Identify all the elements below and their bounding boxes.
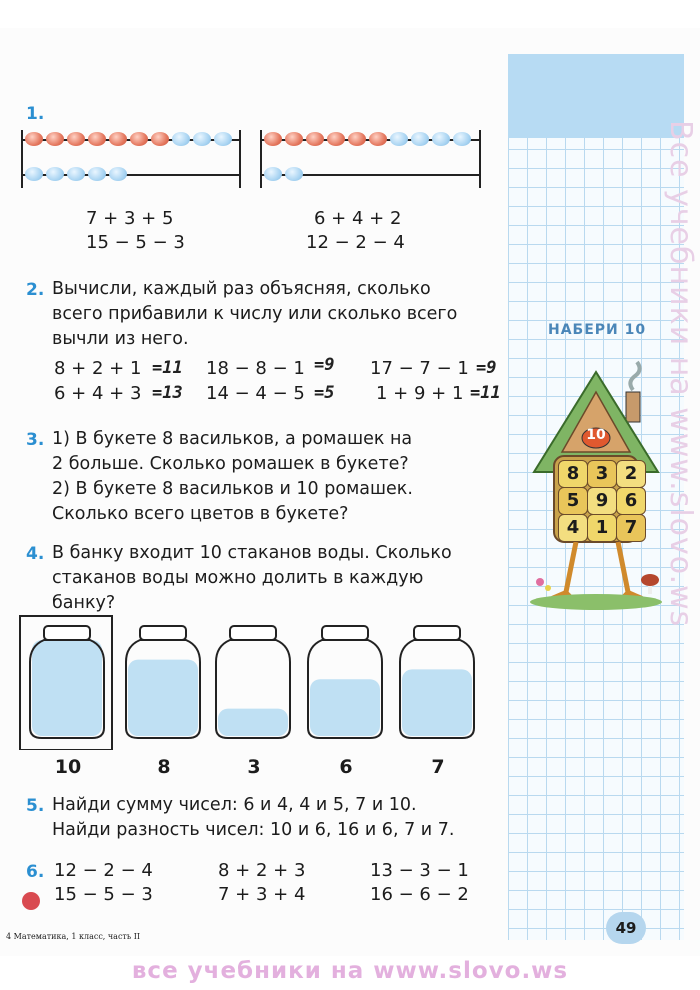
task1-right-expr-2: 12 − 2 − 4 bbox=[306, 232, 405, 253]
task2-expr-1: 8 + 2 + 1 bbox=[54, 358, 142, 379]
grass bbox=[530, 594, 662, 610]
task3-line-4: Сколько всего цветов в букете? bbox=[52, 504, 349, 524]
grid-cell: 3 bbox=[587, 460, 617, 488]
task2-line-2: всего прибавили к числу или сколько всего bbox=[52, 304, 458, 324]
page-number: 49 bbox=[606, 912, 646, 944]
jar-label-2: 8 bbox=[157, 756, 171, 778]
task2-line-1: Вычисли, каждый раз объясняя, сколько bbox=[52, 279, 431, 299]
grid-cell: 4 bbox=[558, 514, 588, 542]
abacus-bead bbox=[130, 132, 148, 146]
task2-number: 2. bbox=[26, 280, 45, 300]
task1-number: 1. bbox=[26, 104, 45, 124]
jar-3 bbox=[216, 626, 290, 738]
abacus-bead bbox=[88, 132, 106, 146]
task5-line-2: Найди разность чисел: 10 и 6, 16 и 6, 7 и 7. bbox=[52, 820, 455, 840]
abacus-bead bbox=[25, 167, 43, 181]
jar-label-4: 6 bbox=[339, 756, 353, 778]
task4-line-2: стаканов воды можно долить в каждую bbox=[52, 568, 424, 588]
jar-4 bbox=[308, 626, 382, 738]
task6-number: 6. bbox=[26, 862, 45, 882]
task2-expr-2: 18 − 8 − 1 bbox=[206, 358, 305, 379]
abacus-bead bbox=[264, 132, 282, 146]
task6-col3-expr-2: 16 − 6 − 2 bbox=[370, 884, 469, 905]
abacus-bead bbox=[306, 132, 324, 146]
abacus-bead bbox=[193, 132, 211, 146]
jars-illustration bbox=[0, 610, 500, 750]
task1-right-expr-1: 6 + 4 + 2 bbox=[314, 208, 402, 229]
task3-number: 3. bbox=[26, 430, 45, 450]
jar-label-5: 7 bbox=[431, 756, 445, 778]
task2-answer-6: =11 bbox=[470, 383, 501, 403]
task2-answer-4: =13 bbox=[152, 383, 183, 403]
grid-cell: 5 bbox=[558, 487, 588, 515]
task2-answer-3: =9 bbox=[476, 358, 497, 378]
abacus-bead bbox=[109, 167, 127, 181]
jar-5 bbox=[400, 626, 474, 738]
abacus-bead bbox=[264, 167, 282, 181]
task6-col2-expr-1: 8 + 2 + 3 bbox=[218, 860, 306, 881]
red-dot-marker bbox=[22, 892, 40, 910]
jar-neck bbox=[414, 626, 460, 640]
jar-water bbox=[310, 679, 380, 736]
task6-col2-expr-2: 7 + 3 + 4 bbox=[218, 884, 306, 905]
task3-line-3: 2) В букете 8 васильков и 10 ромашек. bbox=[52, 479, 413, 499]
task5-number: 5. bbox=[26, 796, 45, 816]
task4-line-1: В банку входит 10 стаканов воды. Сколько bbox=[52, 543, 452, 563]
jar-neck bbox=[44, 626, 90, 640]
abacus-bead bbox=[214, 132, 232, 146]
task6-col1-expr-2: 15 − 5 − 3 bbox=[54, 884, 153, 905]
jar-water bbox=[128, 660, 198, 736]
leg-left bbox=[566, 542, 576, 592]
task1-left-expr-1: 7 + 3 + 5 bbox=[86, 208, 174, 229]
task2-answer-1: =11 bbox=[152, 358, 183, 378]
bottom-watermark: все учебники на www.slovo.ws bbox=[131, 958, 569, 984]
grid-cell: 7 bbox=[616, 514, 646, 542]
mushroom-cap bbox=[641, 574, 659, 586]
abacus-bead bbox=[369, 132, 387, 146]
grid-cell: 6 bbox=[616, 487, 646, 515]
jar-label-1: 10 bbox=[54, 756, 82, 778]
abacus-bead bbox=[390, 132, 408, 146]
task2-answer-5: =5 bbox=[314, 383, 335, 403]
abacus-bead bbox=[327, 132, 345, 146]
task2-expr-5: 14 − 4 − 5 bbox=[206, 383, 305, 404]
task5-line-1: Найди сумму чисел: 6 и 4, 4 и 5, 7 и 10. bbox=[52, 795, 417, 815]
leg-right bbox=[618, 542, 628, 592]
abacus-bead bbox=[46, 167, 64, 181]
abacus-bead bbox=[432, 132, 450, 146]
jar-2 bbox=[126, 626, 200, 738]
grid-cell: 1 bbox=[587, 514, 617, 542]
jar-1 bbox=[30, 626, 104, 738]
flower-1 bbox=[536, 578, 544, 586]
abacus-bead bbox=[88, 167, 106, 181]
grid-cell: 2 bbox=[616, 460, 646, 488]
abacus-bead bbox=[67, 132, 85, 146]
task6-col3-expr-1: 13 − 3 − 1 bbox=[370, 860, 469, 881]
jar-neck bbox=[230, 626, 276, 640]
jar-neck bbox=[322, 626, 368, 640]
jar-water bbox=[402, 669, 472, 736]
grid-cell: 9 bbox=[587, 487, 617, 515]
task1-left-expr-2: 15 − 5 − 3 bbox=[86, 232, 185, 253]
jar-water bbox=[32, 640, 102, 736]
abacus-bead bbox=[25, 132, 43, 146]
task3-line-1: 1) В букете 8 васильков, а ромашек на bbox=[52, 429, 413, 449]
smoke bbox=[630, 362, 639, 390]
sidebar-title: НАБЕРИ 10 bbox=[548, 322, 647, 338]
flower-2 bbox=[545, 585, 551, 591]
task2-expr-4: 6 + 4 + 3 bbox=[54, 383, 142, 404]
task2-expr-3: 17 − 7 − 1 bbox=[370, 358, 469, 379]
vertical-watermark: Все учебники на www.slovo.ws bbox=[663, 120, 698, 628]
abacus-bead bbox=[67, 167, 85, 181]
abacus-bead bbox=[172, 132, 190, 146]
jar-label-3: 3 bbox=[247, 756, 261, 778]
abacus-bead bbox=[453, 132, 471, 146]
task2-answer-2: =9 bbox=[314, 355, 335, 375]
task4-number: 4. bbox=[26, 544, 45, 564]
jar-water bbox=[218, 709, 288, 736]
footer-book-title: 4 Математика, 1 класс, часть II bbox=[6, 932, 141, 941]
abacus-bead bbox=[285, 167, 303, 181]
chimney bbox=[626, 392, 640, 422]
grid-cell: 8 bbox=[558, 460, 588, 488]
task2-line-3: вычли из него. bbox=[52, 329, 189, 349]
task2-expr-6: 1 + 9 + 1 bbox=[376, 383, 464, 404]
task3-line-2: 2 больше. Сколько ромашек в букете? bbox=[52, 454, 409, 474]
jar-neck bbox=[140, 626, 186, 640]
abacus-bead bbox=[109, 132, 127, 146]
abacus-bead bbox=[411, 132, 429, 146]
abacus-bead bbox=[46, 132, 64, 146]
abacus-bead bbox=[151, 132, 169, 146]
task6-col1-expr-1: 12 − 2 − 4 bbox=[54, 860, 153, 881]
abacus-bead bbox=[285, 132, 303, 146]
task4-line-3: банку? bbox=[52, 593, 116, 613]
abacus-bead bbox=[348, 132, 366, 146]
house-roof-number: 10 bbox=[586, 427, 606, 443]
